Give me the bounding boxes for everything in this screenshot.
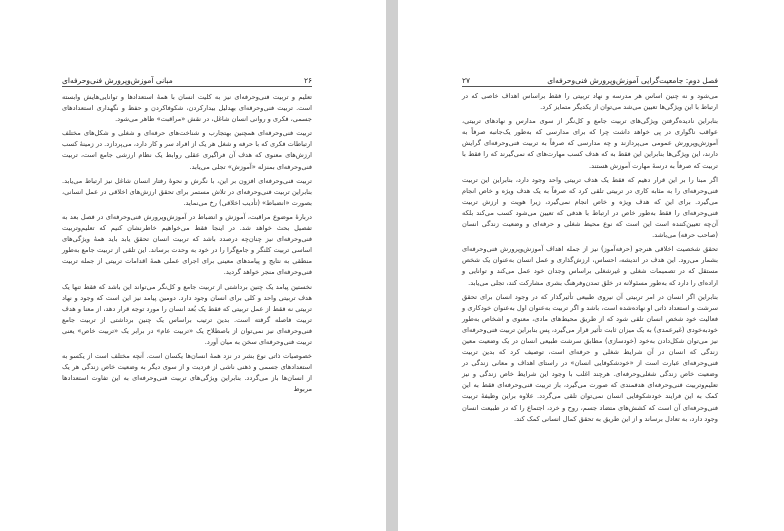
paragraph: تربیت فنی‌وحرفه‌ای افزون بر این، با نگرش و نحوهٔ رفتار انسان شاغل نیز ارتباط می‌یابد. بنابراین تربیت فنی‌وحرفه‌ای در تلاش مستمر برای تحقق ارزش‌های اخلاقی در عمل انسانی، بصورت «انضباط» (تأدیب اخلاقی) رخ می‌نماید. [62, 176, 312, 207]
right-page-number: ۲۷ [462, 76, 471, 85]
left-page-header [62, 73, 312, 87]
paragraph: خصوصیات ذاتی نوع بشر در نزد همهٔ انسان‌ها یکسان است. آنچه مختلف است از یکسو به استعدادهای جسمی و ذهنی ناشی از فردیت و از سوی دیگر به وضعیت خاص زندگی هر یک از انسان‌ها باز می‌گردد. بنابراین ویژگی‌های تربیت فنی‌وحرفه‌ای به این تفاوت استعدادها مربوط [62, 352, 312, 394]
right-page-body [462, 91, 718, 428]
paragraph: بنابراین نادیده‌گرفتن ویژگی‌های تربیت جامع و کل‌نگر از سوی مدارس و نهادهای تربیتی، عواقب ناگواری در پی خواهد داشت چرا که برای مدارسی که به‌طور یک‌جانبه صرفاً به آموزش‌وپرورش عمومی می‌پردازند و چه مدارسی که صرفاً به تربیت فنی‌وحرفه‌ای گرایش دارند، این ویژگی‌ها بنابراین این فقط به که هدف کسب مهارت‌های که نمی‌گیرند که را فقط با تربیت که صرفاً به درسهٔ مهارت آموزش هستند. [462, 117, 718, 170]
paragraph: تربیت فنی‌وحرفه‌ای همچنین بهتجارب و شناخت‌های حرفه‌ای و شغلی و شکل‌های مختلف ارتباطات فکری که با حرفه و شغل هر یک از افراد سر و کار دارد، می‌پردازد. در زمینهٔ کسب ارزش‌های معنوی که هدف آن فراگیری عقلی روابط یک نظام ارزشی جامع است، تربیت فنی‌وحرفه‌ای بمنزله «آموزش» تجلی می‌یابد. [62, 129, 312, 171]
paragraph: می‌شود و نه چنین اساس هر مدرسه و نهاد تربیتی را فقط براساس اهداف خاصی که در ارتباط با این ویژگی‌ها تعیین می‌شد می‌توان از یکدیگر متمایز کرد. [462, 92, 718, 112]
right-page [398, 0, 784, 531]
paragraph: نخستین پیامد یک چنین برداشتی از تربیت جامع و کل‌نگر می‌تواند این باشد که فقط تنها یک هدف تربیتی واحد و کلی برای انسان وجود دارد. دومین پیامد نیز این است که وجود و نهاد تربیتی نه فقط از عمل تربیتی که فقط یک بُعد انسان را مورد توجه قرار دهد، از معنا و هدف تربیت فاصله گرفته است. بدین ترتیب براساس یک چنین برداشتی از تربیت جامع فنی‌وحرفه‌ای نیز نمی‌توان از باصطلاح یک «تربیت عام» در برابر یک «تربیت خاص» یعنی تربیت فنی‌وحرفه‌ای سخن به میان آورد. [62, 282, 312, 346]
left-page-number: ۲۶ [303, 76, 312, 85]
paragraph: تحقق شخصیت اخلاقی هنرجو (حرفه‌آموز) نیز از جمله اهداف آموزش‌وپرورش فنی‌وحرفه‌ای بشمار می‌رود. این هدف در اندیشه، احساس، ارزش‌گذاری و عمل انسان به‌عنوان یک شخص مستقل که در تصمیمات شغلی و غیرشغلی براساس وجدان خود عمل می‌کند و توانایی و اراده‌ای را دارد که به‌طور مسئولانه در خلق تمدن‌وفرهنگ بشری مشارکت کند، تجلی می‌یابد. [462, 245, 718, 287]
right-page-header [462, 73, 718, 87]
right-running-title: فصل دوم: جامعیت‌گرایی آموزش‌وپرورش فنی‌وحرفه‌ای [547, 76, 718, 85]
paragraph: تعلیم و تربیت فنی‌وحرفه‌ای نیز به کلیت انسان با همهٔ استعدادها و توانایی‌هایش وابسته است. تربیت فنی‌وحرفه‌ای بهدلیل بیدارکردن، شکوفاکردن و حفظ و نگهداری استعدادهای جسمی، فکری و روانی انسان شاغل، در نقش «مراقبت» ظاهر می‌شود. [62, 93, 312, 124]
paragraph: اگر مبنا را بر این قرار دهیم که فقط یک هدف تربیتی واحد وجود دارد، بنابراین این تربیت فنی‌وحرفه‌ای را به مثابه کاری در تربیتی تلقی کرد که صرفاً به یک هدف ویژه و خاص انجام می‌گیرد. برای این که هدف ویژه و خاص انجام نمی‌گیرد، زیرا هویت و ارزش تربیت فنی‌وحرفه‌ای را فقط به‌طور خاص در ارتباط با هدفی که تعیین می‌شود کسب می‌کند بلکه آن‌چه تعیین‌کننده است این است که نوع محیط شغلی و حرفه‌ای و وضعیت زندگی انسان (صاحب حرفه) می‌باشد. [462, 175, 718, 240]
left-page-body [62, 92, 312, 398]
left-running-title: مبانی آموزش‌وپرورش فنی‌وحرفه‌ای [62, 76, 173, 85]
page-gutter [386, 0, 398, 531]
left-page [0, 0, 386, 531]
paragraph: بنابراین اگر انسان در امر تربیتی آن نیروی طبیعی تأثیرگذار که در وجود انسان برای تحقق سرشت و استعداد ذاتی او نهاده‌شده است، باشد و اگر تربیت به‌عنوان اول به‌عنوان خودکاری و فعالیت خود شخص انسان تلقی شود که از طریق محیط‌های مادی، معنوی و اشخاص به‌طور خودبه‌خودی (غیرعمدی) به یک میزان ثابت تأثیر قرار می‌گیرد، پس بنابراین تربیت فنی‌وحرفه‌ای نیز می‌توان شکل‌دادن به‌خود (خودسازی) مطابق سرشت طبیعی انسان در یک وضعیت معین زندگی که انسان در آن شرایط شغلی و حرفه‌ای است، توصیف کرد که بدین تربیت فنی‌وحرفه‌ای عبارت است از «خودشکوفایی انسان» در راستای اهداف و معانی زندگی در وضعیت خاص زندگی شغلی‌وحرفه‌ای. هرچند اغلب با وجود این شرایط خاص زندگی و نیز تعلیم‌وتربیت فنی‌وحرفه‌ای هدفمندی که صورت می‌گیرد، باز تربیت فنی‌وحرفه‌ای فقط به این کمک به این فرایند خودشکوفایی انسان نمی‌توان تلقی می‌گردد. علاوه براین وظیفهٔ تربیت فنی‌وحرفه‌ای آن است که کشش‌های متضاد جسم، روح و خرد، اجتماع را که در طبیعت انسان وجود دارد، به تعادل برساند و از این طریق به تحقق کمال انسانی کمک کند. [462, 292, 718, 423]
paragraph: دربارهٔ موضوع مراقبت، آموزش و انضباط در آموزش‌وپرورش فنی‌وحرفه‌ای در فصل بعد به تفصیل بحث خواهد شد. در اینجا فقط می‌خواهیم خاطرنشان کنیم که تعلیم‌وتربیت فنی‌وحرفه‌ای نیز چنان‌چه درصدد باشد که تربیت انسان تحقق یابد باید همهٔ ویژگی‌های اساسی تربیت کلنگر و جامع‌گرا را در خود به وحدت برساند. این تلقی از تربیت جامع به‌طور منطقی به نتایج و پیامدهای معینی برای اجرای عملی همهٔ اقدامات تربیتی از جمله تربیت فنی‌وحرفه‌ای منجر خواهد گردید. [62, 212, 312, 277]
